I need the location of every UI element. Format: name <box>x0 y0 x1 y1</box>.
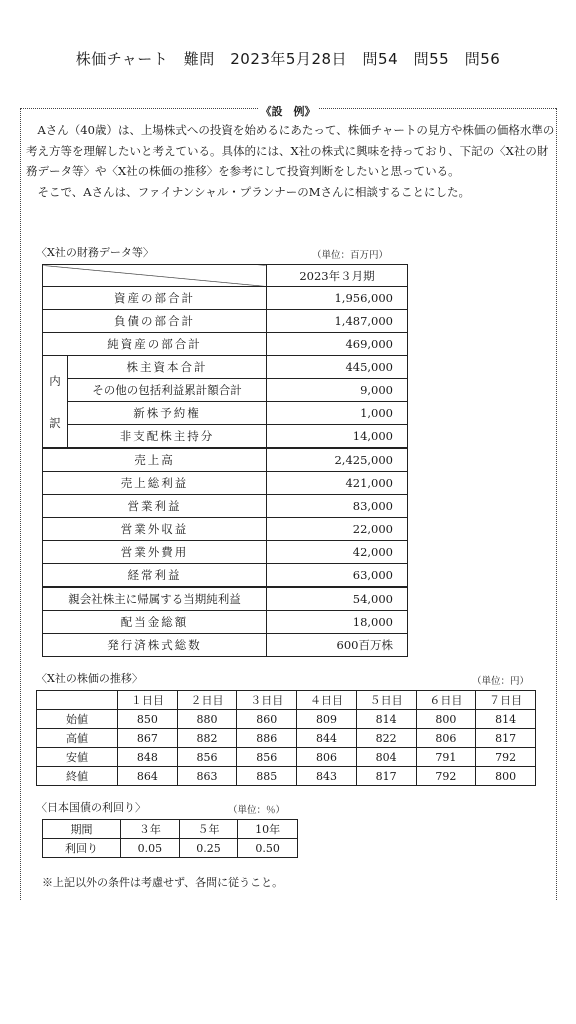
column-header: ７日目 <box>476 691 536 710</box>
price-unit: （単位：円） <box>472 676 530 687</box>
intro-paragraph-2: そこで、Aさんは、ファイナンシャル・プランナーのMさんに相談することにした。 <box>37 184 471 199</box>
table-row: 非支配株主持分 14,000 <box>43 425 408 449</box>
table-row: 営業外収益 22,000 <box>43 518 408 541</box>
column-header: 期間 <box>43 820 121 839</box>
table-row: その他の包括利益累計額合計 9,000 <box>43 379 408 402</box>
price-table <box>36 690 536 786</box>
column-header: ５年 <box>179 820 238 839</box>
breakdown-label: 内 訳 <box>43 356 68 449</box>
table-row: 営業外費用 42,000 <box>43 541 408 564</box>
frame-right-rule <box>556 108 557 900</box>
table-row: 売上高 2,425,000 <box>43 448 408 472</box>
footnote: ※上記以外の条件は考慮せず、各問に従うこと。 <box>42 876 284 889</box>
case-intro <box>26 120 556 202</box>
table-row: 親会社株主に帰属する当期純利益 54,000 <box>43 587 408 611</box>
table-row: 内 訳 株主資本合計 445,000 <box>43 356 408 379</box>
financial-unit: （単位：百万円） <box>312 250 389 261</box>
table-header-row <box>37 691 536 710</box>
table-row: 配当金総額 18,000 <box>43 611 408 634</box>
column-header: ２日目 <box>177 691 237 710</box>
table-row: 安値 848 856 856 806 804 791 792 <box>37 748 536 767</box>
table-row: 終値 864 863 885 843 817 792 800 <box>37 767 536 786</box>
bond-table <box>42 819 298 858</box>
price-caption: 〈X社の株価の推移〉 <box>36 672 143 685</box>
table-row: 発行済株式総数 600百万株 <box>43 634 408 657</box>
frame-left-rule <box>20 108 21 900</box>
table-header-row <box>43 820 298 839</box>
table-row: 資産の部合計 1,956,000 <box>43 287 408 310</box>
financial-table <box>42 264 408 657</box>
column-header: ６日目 <box>416 691 476 710</box>
table-row: 営業利益 83,000 <box>43 495 408 518</box>
table-row: 負債の部合計 1,487,000 <box>43 310 408 333</box>
bond-unit: （単位：％） <box>228 805 286 816</box>
header-blank-cell <box>43 265 267 287</box>
intro-paragraph-1: Aさん（40歳）は、上場株式への投資を始めるにあたって、株価チャートの見方や株価の価格水準の考え方等を理解したいと考えている。具体的には、X社の株式に興味を持っており、下記の〈X社の財務データ等〉や〈X社の株価の推移〉を参考にして投資判断をしたいと思っている。 <box>26 123 555 178</box>
table-row: 新株予約権 1,000 <box>43 402 408 425</box>
column-header: ４日目 <box>297 691 357 710</box>
table-row: 売上総利益 421,000 <box>43 472 408 495</box>
period-header: 2023年３月期 <box>267 265 408 287</box>
column-header: 10年 <box>238 820 298 839</box>
financial-caption: 〈X社の財務データ等〉 <box>36 246 154 259</box>
column-header: ５日目 <box>356 691 416 710</box>
table-row: 利回り 0.05 0.25 0.50 <box>43 839 298 858</box>
table-row: 純資産の部合計 469,000 <box>43 333 408 356</box>
column-header: １日目 <box>118 691 178 710</box>
page-title: 株価チャート 難問 2023年5月28日 問54 問55 問56 <box>75 50 501 68</box>
table-row: 高値 867 882 886 844 822 806 817 <box>37 729 536 748</box>
header-blank-cell <box>37 691 118 710</box>
bond-caption: 〈日本国債の利回り〉 <box>36 801 146 814</box>
column-header: ３日目 <box>237 691 297 710</box>
table-row: 経常利益 63,000 <box>43 564 408 588</box>
section-label: 《設 例》 <box>0 100 576 119</box>
column-header: ３年 <box>121 820 180 839</box>
table-row: 始値 850 880 860 809 814 800 814 <box>37 710 536 729</box>
